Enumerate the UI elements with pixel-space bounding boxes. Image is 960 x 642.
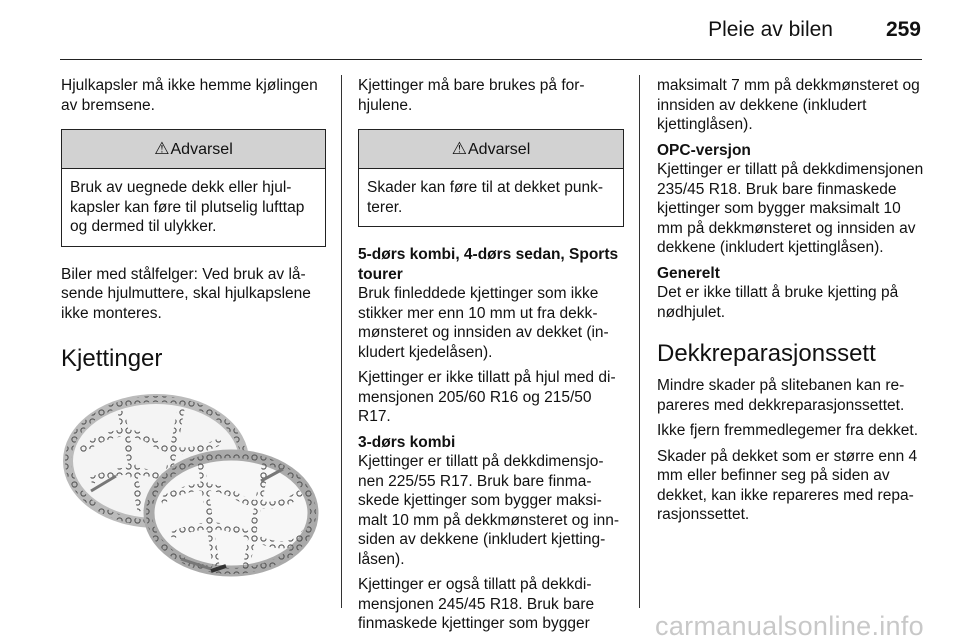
section-title: Pleie av bilen	[708, 18, 833, 41]
section-heading: Kjettinger	[61, 345, 163, 372]
watermark: carmanualsonline.info	[655, 611, 924, 641]
warning-triangle-icon: ⚠	[154, 139, 170, 158]
paragraph: Det er ikke tillatt å bruke kjetting på nødhjulet.	[657, 284, 899, 321]
warning-title: Advarsel	[468, 141, 531, 158]
paragraph: Hjulkapsler må ikke hemme kjølingen av bremsene.	[61, 77, 318, 114]
snow-chains-illustration	[61, 381, 321, 581]
paragraph: Kjettinger er tillatt på dekkdimensjonen 235/45 R18. Bruk bare finmaskede kjettinger som bygger maksimalt 10 mm på dekkmønsteret og innsiden av dekkene (inkludert kjettinglåsen).	[657, 161, 924, 256]
warning-header	[359, 130, 623, 169]
warning-box	[61, 129, 326, 247]
paragraph: Bruk finleddede kjettinger som ikke stikker mer enn 10 mm ut fra dekkmønsteret og innsiden av dekket (inkludert kjedelåsen).	[358, 285, 609, 361]
warning-header	[62, 130, 325, 169]
warning-text: Skader kan føre til at dekket punkterer.	[367, 179, 604, 216]
page-number: 259	[885, 18, 921, 41]
paragraph: Biler med stålfelger: Ved bruk av låsende hjulmuttere, skal hjulkapslene ikke monteres.	[61, 265, 311, 322]
subheading: Generelt	[657, 264, 720, 282]
column-1	[61, 76, 326, 581]
paragraph: Mindre skader på slitebanen kan repareres med dekkreparasjonssettet.	[657, 377, 905, 414]
paragraph: Skader på dekket som er større enn 4 mm eller befinner seg på siden av dekket, kan ikke repareres med reparasjonssettet.	[657, 447, 918, 523]
paragraph: Kjettinger er tillatt på dekkdimensjonen 225/55 R17. Bruk bare finmaskede kjettinger som bygger maksimalt 10 mm på dekkmønsteret og innsiden av dekkene (inkludert kjettinglåsen).	[358, 453, 620, 568]
subheading: 3-dørs kombi	[358, 433, 456, 451]
warning-triangle-icon: ⚠	[451, 139, 467, 158]
paragraph: Kjettinger må bare brukes på forhjulene.	[358, 77, 585, 114]
subheading: 5-dørs kombi, 4-dørs sedan, Sports tourer	[358, 246, 619, 283]
column-3	[657, 76, 925, 531]
paragraph: maksimalt 7 mm på dekkmønsteret og innsiden av dekkene (inkludert kjettinglåsen).	[657, 77, 920, 133]
section-heading: Dekkreparasjonssett	[657, 340, 876, 367]
header-rule	[60, 59, 922, 60]
warning-box	[358, 129, 624, 227]
paragraph: Kjettinger er også tillatt på dekkdimensjonen 245/45 R18. Bruk bare finmaskede kjettinger som bygger	[358, 576, 595, 632]
warning-title: Advarsel	[170, 141, 233, 158]
column-divider	[639, 75, 640, 608]
paragraph: Kjettinger er ikke tillatt på hjul med dimensjonen 205/60 R16 og 215/50 R17.	[358, 369, 616, 425]
warning-text: Bruk av uegnede dekk eller hjulkapsler kan føre til plutselig lufttap og dermed til ulykker.	[70, 179, 305, 235]
column-divider	[341, 75, 342, 608]
subheading: OPC-versjon	[657, 141, 751, 159]
paragraph: Ikke fjern fremmedlegemer fra dekket.	[657, 422, 919, 439]
column-2	[358, 76, 624, 640]
